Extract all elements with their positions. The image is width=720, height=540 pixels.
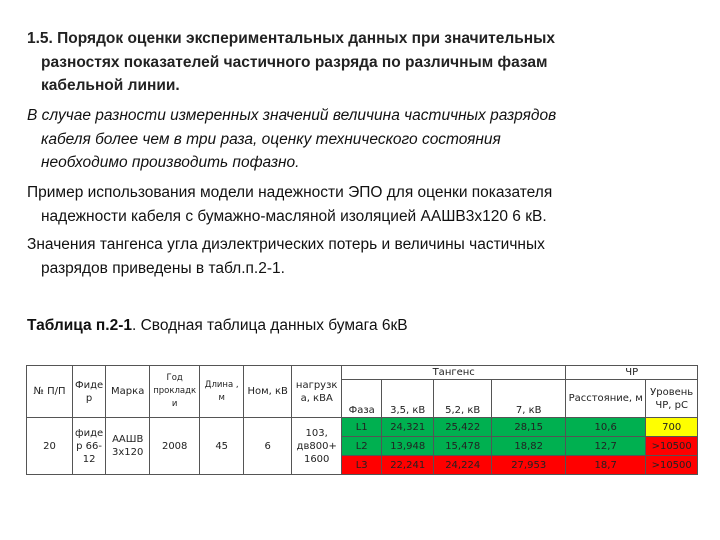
phase-l2: L2 [342, 437, 382, 456]
header-t35: 3,5, кВ [382, 380, 434, 418]
phase-l1: L1 [342, 418, 382, 437]
header-distance: Расстояние, м [566, 380, 646, 418]
header-t7: 7, кВ [492, 380, 566, 418]
heading-line-2: разностях показателей частичного разряда по различным фазам [41, 53, 548, 71]
cell-length: 45 [200, 418, 244, 475]
l3-t7: 27,953 [492, 456, 566, 475]
values-paragraph [27, 233, 697, 280]
cell-num: 20 [27, 418, 73, 475]
header-level: Уровень ЧР, рС [646, 380, 698, 418]
example-line-2: надежности кабеля с бумажно-масляной изоляцией ААШВ3х120 6 кВ. [41, 207, 547, 225]
summary-table [26, 365, 698, 475]
italic-line-2: кабеля более чем в три раза, оценку технического состояния [41, 130, 501, 148]
l2-t35: 13,948 [382, 437, 434, 456]
l1-distance: 10,6 [566, 418, 646, 437]
values-line-2: разрядов приведены в табл.п.2-1. [41, 259, 285, 277]
table-caption-text: . Сводная таблица данных бумага 6кВ [131, 317, 408, 334]
header-feeder: Фиде р [73, 366, 106, 418]
header-brand: Марка [106, 366, 150, 418]
header-load: нагрузк а, кВА [292, 366, 342, 418]
header-unom: Ном, кВ [244, 366, 292, 418]
italic-paragraph [27, 104, 697, 175]
header-tangent: Тангенс [342, 366, 566, 380]
heading-line-1: 1.5. Порядок оценки экспериментальных данных при значительных [27, 30, 555, 47]
header-year: Год прокладк и [150, 366, 200, 418]
example-paragraph [27, 181, 697, 228]
l1-level: 700 [646, 418, 698, 437]
l2-t7: 18,82 [492, 437, 566, 456]
cell-feeder: фиде р 66-12 [73, 418, 106, 475]
l2-level: >10500 [646, 437, 698, 456]
l1-t7: 28,15 [492, 418, 566, 437]
l3-t52: 24,224 [434, 456, 492, 475]
table-caption [27, 317, 408, 335]
phase-l3: L3 [342, 456, 382, 475]
header-length: Длина , м [200, 366, 244, 418]
header-pd: ЧР [566, 366, 698, 380]
italic-line-1: В случае разности измеренных значений величина частичных разрядов [27, 107, 557, 124]
header-t52: 5,2, кВ [434, 380, 492, 418]
l1-t52: 25,422 [434, 418, 492, 437]
l1-t35: 24,321 [382, 418, 434, 437]
l2-distance: 12,7 [566, 437, 646, 456]
l3-t35: 22,241 [382, 456, 434, 475]
section-heading [27, 27, 697, 98]
cell-load: 103, дв800+ 1600 [292, 418, 342, 475]
cell-year: 2008 [150, 418, 200, 475]
table-caption-number: Таблица п.2-1 [27, 317, 132, 334]
italic-line-3: необходимо производить пофазно. [41, 154, 300, 171]
cell-brand: ААШВ 3х120 [106, 418, 150, 475]
header-phase: Фаза [342, 380, 382, 418]
example-line-1: Пример использования модели надежности ЭПО для оценки показателя [27, 184, 553, 201]
l3-level: >10500 [646, 456, 698, 475]
l2-t52: 15,478 [434, 437, 492, 456]
cell-unom: 6 [244, 418, 292, 475]
values-line-1: Значения тангенса угла диэлектрических потерь и величины частичных [27, 236, 545, 253]
l3-distance: 18,7 [566, 456, 646, 475]
header-num: № П/П [27, 366, 73, 418]
heading-line-3: кабельной линии. [41, 77, 180, 94]
